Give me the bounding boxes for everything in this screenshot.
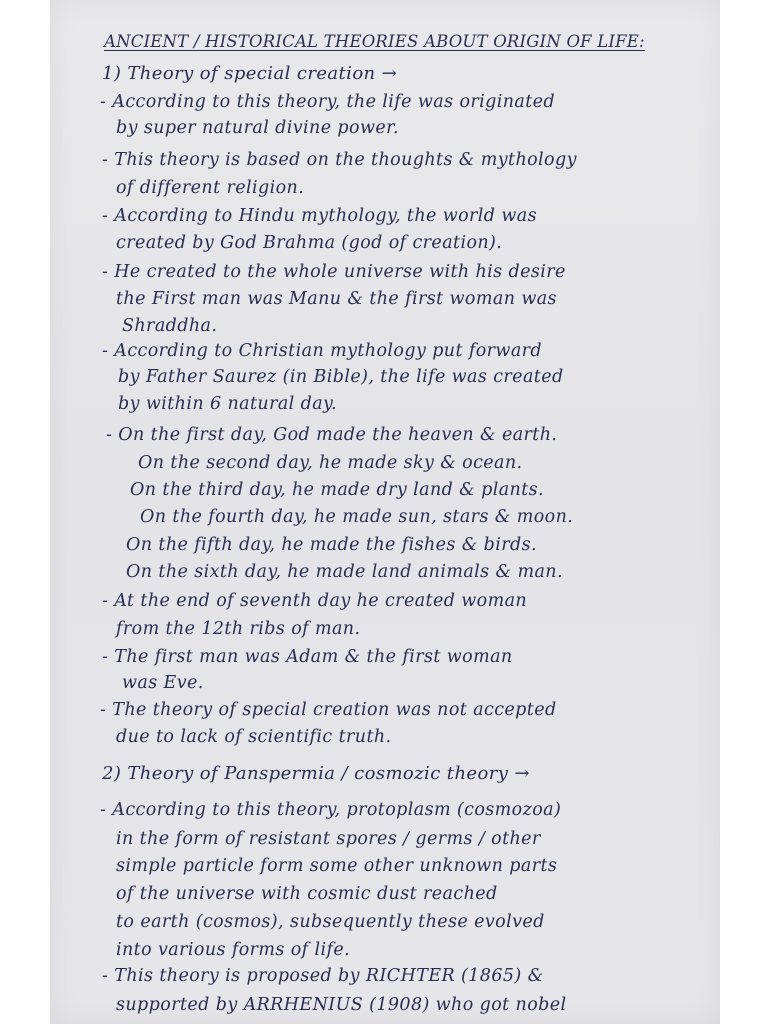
text-line: was Eve. xyxy=(122,673,204,693)
text-line: - The first man was Adam & the first woman xyxy=(102,647,513,667)
text-line: - According to Hindu mythology, the world was xyxy=(102,206,537,226)
text-line: On the fifth day, he made the fishes & birds. xyxy=(126,535,537,555)
text-line: to earth (cosmos), subsequently these evolved xyxy=(116,912,545,932)
text-line: the First man was Manu & the first woman was xyxy=(116,289,557,309)
page-title: ANCIENT / HISTORICAL THEORIES ABOUT ORIGIN OF LIFE: xyxy=(104,32,645,51)
text-line: of the universe with cosmic dust reached xyxy=(116,884,498,904)
text-line: - According to Christian mythology put forward xyxy=(102,341,543,361)
text-line: On the fourth day, he made sun, stars & moon. xyxy=(140,507,574,527)
text-line: - According to this theory, protoplasm (cosmozoa) xyxy=(100,800,562,820)
text-line: On the third day, he made dry land & plants. xyxy=(130,480,544,500)
text-line: On the second day, he made sky & ocean. xyxy=(138,453,523,473)
text-line: - This theory is proposed by RICHTER (1865) & xyxy=(102,966,544,986)
text-line: - The theory of special creation was not accepted xyxy=(100,700,557,720)
text-line: Shraddha. xyxy=(122,316,218,336)
text-line: by Father Saurez (in Bible), the life was created xyxy=(118,367,564,387)
text-line: from the 12th ribs of man. xyxy=(116,619,361,639)
text-line: - According to this theory, the life was originated xyxy=(100,92,556,112)
text-line: created by God Brahma (god of creation). xyxy=(116,233,503,253)
section-heading: 2) Theory of Panspermia / cosmozic theory → xyxy=(102,763,530,784)
notebook-page xyxy=(50,0,720,1024)
text-line: simple particle form some other unknown parts xyxy=(116,856,558,876)
text-line: - On the first day, God made the heaven & earth. xyxy=(106,425,558,445)
text-line: by super natural divine power. xyxy=(116,118,399,138)
text-line: - He created to the whole universe with his desire xyxy=(102,262,566,282)
text-line: into various forms of life. xyxy=(116,940,351,960)
text-line: On the sixth day, he made land animals & man. xyxy=(126,562,563,582)
text-line: due to lack of scientific truth. xyxy=(116,727,392,747)
text-line: in the form of resistant spores / germs / other xyxy=(116,829,541,849)
section-heading: 1) Theory of special creation → xyxy=(102,63,398,84)
text-line: of different religion. xyxy=(116,178,305,198)
text-line: supported by ARRHENIUS (1908) who got nobel xyxy=(116,995,567,1015)
text-line: - At the end of seventh day he created woman xyxy=(102,591,528,611)
text-line: by within 6 natural day. xyxy=(118,394,337,414)
text-line: - This theory is based on the thoughts & mythology xyxy=(102,150,577,170)
